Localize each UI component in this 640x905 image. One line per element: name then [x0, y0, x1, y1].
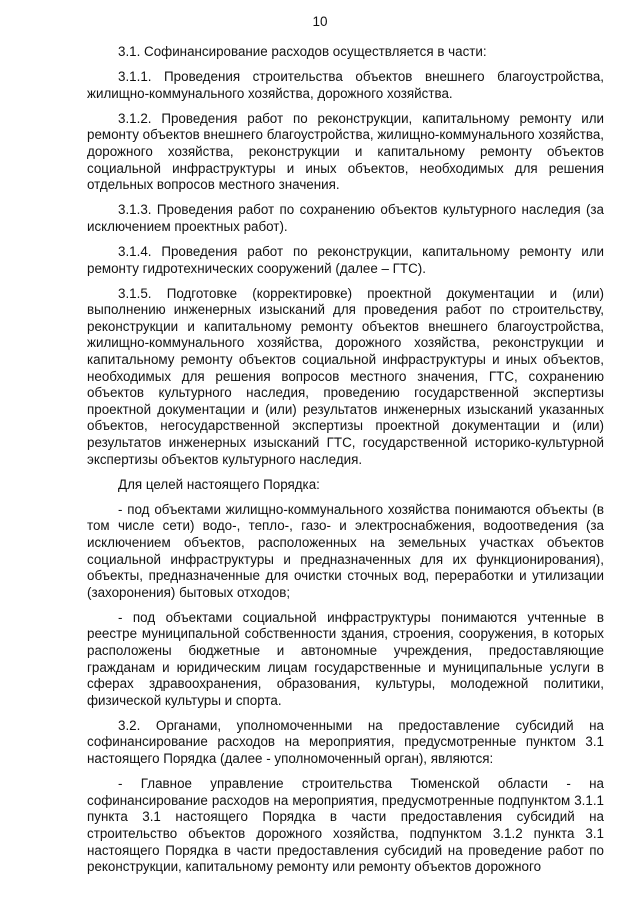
paragraph-3-1-2: 3.1.2. Проведения работ по реконструкции, капитальному ремонту или ремонту объектов внешнего благоустройства, жилищно-коммунального хозяйства, дорожного хозяйства, реконструкции и капитальному ремонту объектов социальной инфраструктуры и иных объектов, необходимых для решения отдельных вопросов местного значения. — [87, 110, 605, 193]
paragraph-3-1-5: 3.1.5. Подготовке (корректировке) проектной документации и (или) выполнению инженерных изысканий для проведения работ по строительству, реконструкции и капитальному ремонту объектов внешнего благоустройства, жилищно-коммунального хозяйства, дорожного хозяйства, реконструкции и капитальному ремонту объектов социальной инфраструктуры и иных объектов, необходимых для решения вопросов местного значения, ГТС, сохранению объектов культурного наследия, проведению государственной экспертизы проектной документации и (или) результатов инженерных изысканий указанных объектов, негосударственной экспертизы проектной документации и (или) результатов инженерных изысканий ГТС, государственной историко-культурной экспертизы объектов культурного наследия. — [87, 285, 604, 467]
paragraph-3-1-4: 3.1.4. Проведения работ по реконструкции, капитальному ремонту или ремонту гидротехнических сооружений (далее – ГТС). — [87, 243, 604, 276]
paragraph-3-1: 3.1. Софинансирование расходов осуществляется в части: — [118, 44, 487, 59]
paragraph-definition-housing: - под объектами жилищно-коммунального хозяйства понимаются объекты (в том числе сети) водо-, тепло-, газо- и электроснабжения, водоотведения (за исключением объектов, расположенных на земельных участках объектов социальной инфраструктуры и предназначенных для их функционирования), объекты, предназначенные для очистки сточных вод, переработки и утилизации (захоронения) бытовых отходов; — [87, 501, 604, 600]
page-number: 10 — [312, 14, 328, 29]
paragraph-3-1-3: 3.1.3. Проведения работ по сохранению объектов культурного наследия (за исключением проектных работ). — [87, 202, 604, 234]
paragraph-authority-construction: - Главное управление строительства Тюменской области - на софинансирование расходов на мероприятия, предусмотренные подпунктом 3.1.1 пункта 3.1 настоящего Порядка в части предоставления субсидий на строительство объектов дорожного хозяйства, подпунктом 3.1.2 пункта 3.1 настоящего Порядка в части предоставления субсидий на проведение работ по реконструкции, капитальному ремонту или ремонту объектов дорожного — [87, 776, 604, 875]
document-body — [87, 44, 604, 884]
paragraph-3-1-1: 3.1.1. Проведения строительства объектов внешнего благоустройства, жилищно-коммунального хозяйства, дорожного хозяйства. — [87, 69, 604, 101]
paragraph-definition-social: - под объектами социальной инфраструктуры понимаются учтенные в реестре муниципальной собственности здания, строения, сооружения, в которых расположены бюджетные и автономные учреждения, предоставляющие гражданам и юридическим лицам государственные и муниципальные услуги в сферах здравоохранения, образования, культуры, молодежной политики, физической культуры и спорта. — [87, 609, 604, 708]
paragraph-3-2: 3.2. Органами, уполномоченными на предоставление субсидий на софинансирование расходов на мероприятия, предусмотренные пунктом 3.1 настоящего Порядка (далее - уполномоченный орган), являются: — [87, 717, 604, 767]
paragraph-definitions-intro: Для целей настоящего Порядка: — [118, 476, 320, 492]
